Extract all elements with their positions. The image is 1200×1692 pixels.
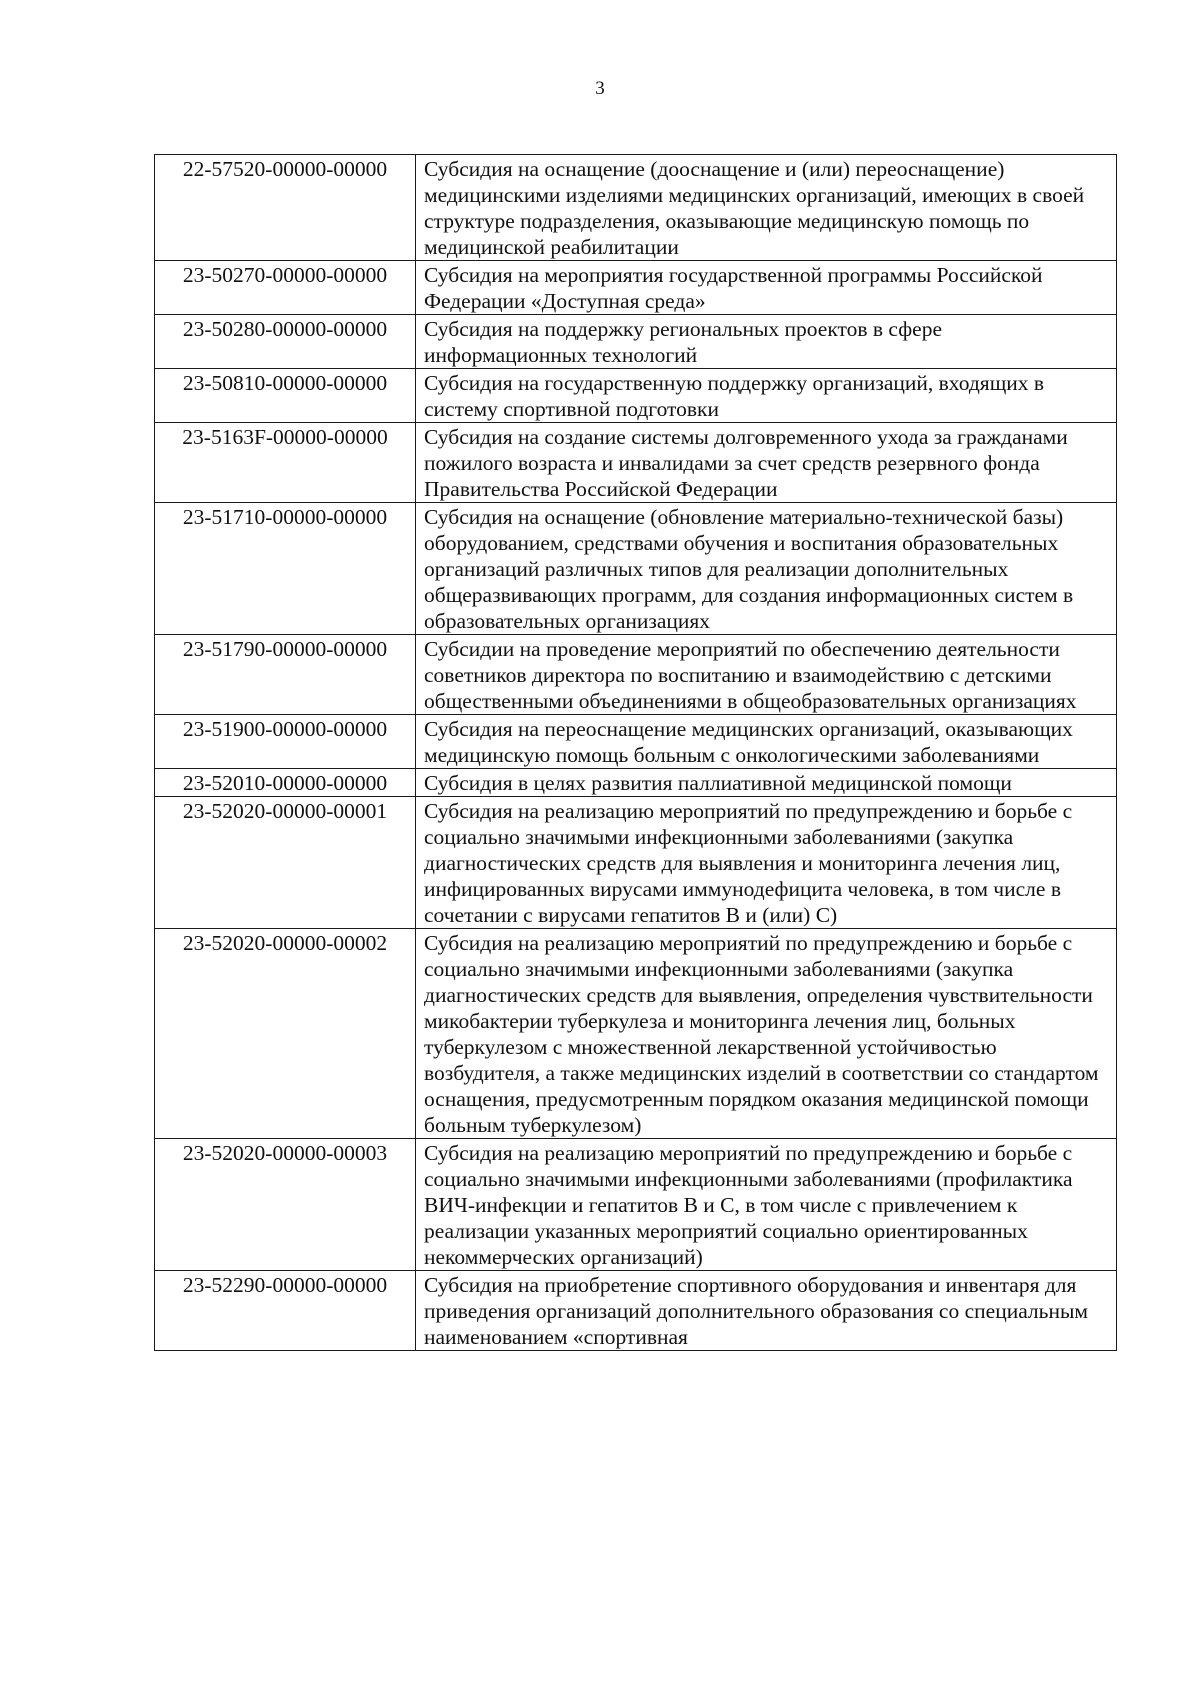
subsidy-description: Субсидия на оснащение (обновление материально-технической базы) оборудованием, средствами обучения и воспитания образовательных организаций различных типов для реализации дополнительных общеразвивающих программ, для создания информационных систем в образовательных организациях <box>416 503 1117 635</box>
subsidy-code: 23-5163F-00000-00000 <box>155 423 416 503</box>
subsidy-description: Субсидия на реализацию мероприятий по предупреждению и борьбе с социально значимыми инфекционными заболеваниями (закупка диагностических средств для выявления и мониторинга лечения лиц, инфицированных вирусами иммунодефицита человека, в том числе в сочетании с вирусами гепатитов В и (или) С) <box>416 797 1117 929</box>
subsidy-description: Субсидия на государственную поддержку организаций, входящих в систему спортивной подготовки <box>416 369 1117 423</box>
table-row <box>155 503 1117 635</box>
subsidy-description: Субсидия на приобретение спортивного оборудования и инвентаря для приведения организаций дополнительного образования со специальным наименованием «спортивная <box>416 1271 1117 1351</box>
table-row <box>155 369 1117 423</box>
subsidy-description: Субсидия на мероприятия государственной программы Российской Федерации «Доступная среда» <box>416 261 1117 315</box>
table-row <box>155 715 1117 769</box>
page-number: 3 <box>595 78 605 99</box>
table-row <box>155 797 1117 929</box>
subsidy-code: 23-52020-00000-00002 <box>155 929 416 1139</box>
subsidy-description: Субсидия на создание системы долговременного ухода за гражданами пожилого возраста и инвалидами за счет средств резервного фонда Правительства Российской Федерации <box>416 423 1117 503</box>
table-row <box>155 155 1117 261</box>
subsidy-code: 23-51710-00000-00000 <box>155 503 416 635</box>
subsidy-description: Субсидия на оснащение (дооснащение и (или) переоснащение) медицинскими изделиями медицинских организаций, имеющих в своей структуре подразделения, оказывающие медицинскую помощь по медицинской реабилитации <box>416 155 1117 261</box>
subsidy-code: 23-51790-00000-00000 <box>155 635 416 715</box>
table-row <box>155 1139 1117 1271</box>
subsidy-code: 23-52010-00000-00000 <box>155 769 416 797</box>
subsidy-description: Субсидия на реализацию мероприятий по предупреждению и борьбе с социально значимыми инфекционными заболеваниями (закупка диагностических средств для выявления, определения чувствительности микобактерии туберкулеза и мониторинга лечения лиц, больных туберкулезом с множественной лекарственной устойчивостью возбудителя, а также медицинских изделий в соответствии со стандартом оснащения, предусмотренным порядком оказания медицинской помощи больным туберкулезом) <box>416 929 1117 1139</box>
subsidy-code: 23-51900-00000-00000 <box>155 715 416 769</box>
subsidy-code: 23-52020-00000-00003 <box>155 1139 416 1271</box>
table-row <box>155 261 1117 315</box>
subsidy-table <box>154 154 1117 1351</box>
subsidy-description: Субсидия на поддержку региональных проектов в сфере информационных технологий <box>416 315 1117 369</box>
subsidy-code: 22-57520-00000-00000 <box>155 155 416 261</box>
subsidy-code: 23-50270-00000-00000 <box>155 261 416 315</box>
subsidy-code: 23-52290-00000-00000 <box>155 1271 416 1351</box>
subsidy-description: Субсидии на проведение мероприятий по обеспечению деятельности советников директора по воспитанию и взаимодействию с детскими общественными объединениями в общеобразовательных организациях <box>416 635 1117 715</box>
table-row <box>155 769 1117 797</box>
table-row <box>155 423 1117 503</box>
subsidy-description: Субсидия в целях развития паллиативной медицинской помощи <box>416 769 1117 797</box>
table-row <box>155 1271 1117 1351</box>
subsidy-code: 23-50280-00000-00000 <box>155 315 416 369</box>
table-row <box>155 929 1117 1139</box>
subsidy-code: 23-50810-00000-00000 <box>155 369 416 423</box>
subsidy-code: 23-52020-00000-00001 <box>155 797 416 929</box>
subsidy-description: Субсидия на реализацию мероприятий по предупреждению и борьбе с социально значимыми инфекционными заболеваниями (профилактика ВИЧ-инфекции и гепатитов В и С, в том числе с привлечением к реализации указанных мероприятий социально ориентированных некоммерческих организаций) <box>416 1139 1117 1271</box>
table-row <box>155 315 1117 369</box>
table-row <box>155 635 1117 715</box>
subsidy-description: Субсидия на переоснащение медицинских организаций, оказывающих медицинскую помощь больным с онкологическими заболеваниями <box>416 715 1117 769</box>
